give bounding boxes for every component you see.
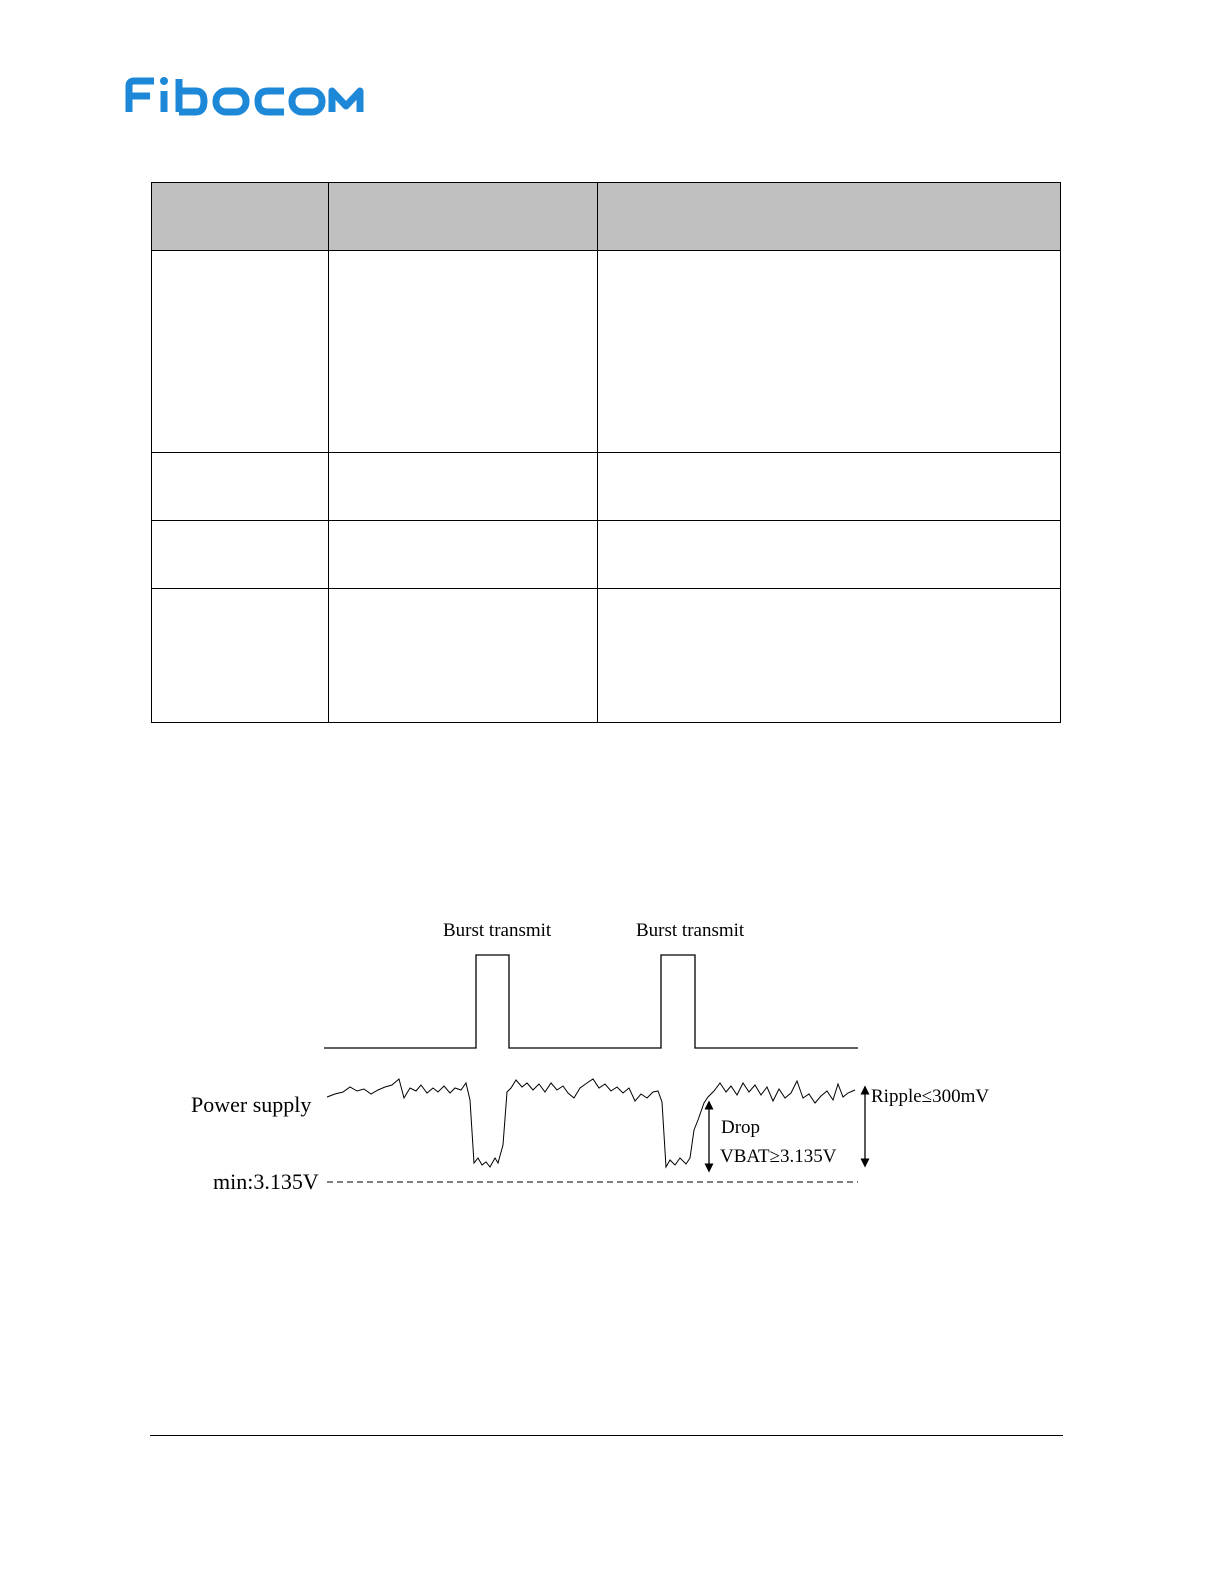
table-row [152, 521, 1061, 589]
burst-label-1: Burst transmit [443, 920, 552, 941]
vbat-label: VBAT≥3.135V [720, 1146, 837, 1167]
table-cell [329, 251, 598, 453]
table-cell [598, 589, 1061, 723]
table-cell [152, 589, 329, 723]
table-row [152, 589, 1061, 723]
table-cell [598, 453, 1061, 521]
fibocom-logo [124, 74, 374, 116]
table-cell [598, 521, 1061, 589]
table-header-cell [152, 183, 329, 251]
table-header-cell [598, 183, 1061, 251]
table-row [152, 251, 1061, 453]
table-cell [152, 251, 329, 453]
burst-label-2: Burst transmit [636, 920, 745, 941]
table-cell [329, 453, 598, 521]
power-supply-label: Power supply [191, 1092, 312, 1117]
table-header-row [152, 183, 1061, 251]
footer-rule [150, 1435, 1063, 1436]
ripple-label: Ripple≤300mV [871, 1086, 990, 1107]
min-voltage-label: min:3.135V [213, 1169, 319, 1194]
drop-label: Drop [721, 1117, 761, 1138]
table-cell [329, 589, 598, 723]
table-cell [152, 453, 329, 521]
spec-table [151, 182, 1061, 723]
table-cell [329, 521, 598, 589]
table-row [152, 453, 1061, 521]
table-cell [598, 251, 1061, 453]
table-cell [152, 521, 329, 589]
table-header-cell [329, 183, 598, 251]
power-supply-diagram [180, 910, 1020, 1200]
burst-pulse-trace [324, 955, 858, 1048]
